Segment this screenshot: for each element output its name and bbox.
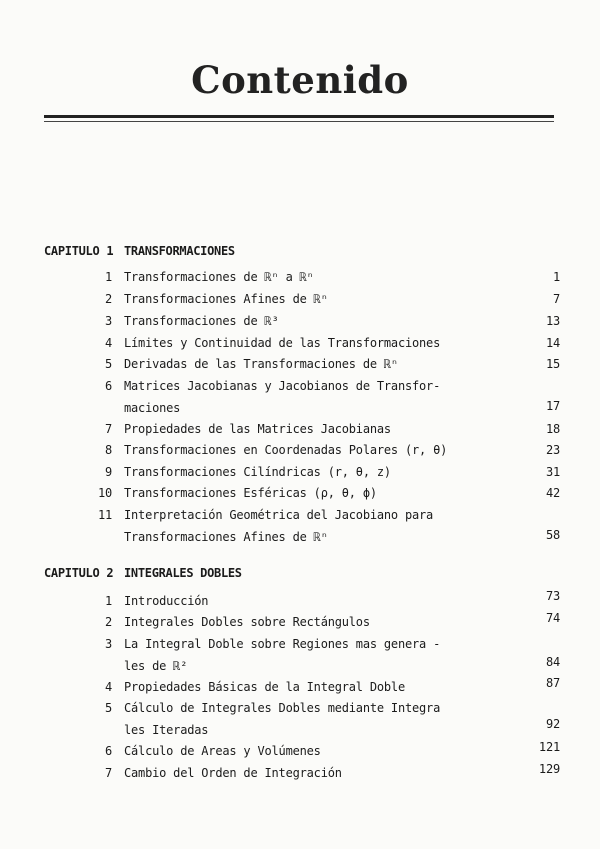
entry-title: Transformaciones Afines de ℝⁿ [124,292,328,306]
entry-page-number: 13 [545,314,560,328]
entry-page-number: 31 [545,465,560,479]
entry-page-number: 73 [545,589,560,603]
toc-entry [0,676,600,696]
entry-number: 5 [104,701,112,715]
entry-title: Propiedades de las Matrices Jacobianas [124,422,391,436]
entry-title: les Iteradas [124,723,209,737]
entry-number: 8 [104,443,112,457]
entry-page-number: 121 [538,740,560,754]
entry-page-number: 92 [545,717,560,731]
entry-number: 4 [104,336,112,350]
entry-number: 7 [104,766,112,780]
entry-title: Derivadas de las Transformaciones de ℝⁿ [124,357,398,371]
entry-title: Transformaciones en Coordenadas Polares (r, θ) [124,443,448,457]
entry-title: Transformaciones Esféricas (ρ, θ, ϕ) [124,486,377,500]
entry-number: 6 [104,379,112,393]
entry-title: Transformaciones de ℝⁿ a ℝⁿ [124,270,314,284]
toc-entry [0,508,600,546]
entry-page-number: 23 [545,443,560,457]
toc-entry [0,762,600,782]
entry-title: Límites y Continuidad de las Transformaciones [124,336,441,350]
entry-title: Propiedades Básicas de la Integral Doble [124,680,405,694]
toc-entry [0,314,600,330]
toc-entry [0,379,600,417]
entry-number: 2 [104,615,112,629]
chapter-title: INTEGRALES DOBLES [124,566,242,580]
entry-page-number: 18 [545,422,560,436]
toc-entry [0,336,600,352]
entry-page-number: 87 [545,676,560,690]
entry-page-number: 84 [545,655,560,669]
toc-entry [0,637,600,675]
toc-entry [0,486,600,502]
entry-number: 7 [104,422,112,436]
entry-page-number: 74 [545,611,560,625]
entry-number: 6 [104,744,112,758]
entry-page-number: 1 [552,270,560,284]
entry-title: Transformaciones Cilíndricas (r, θ, z) [124,465,391,479]
entry-number: 5 [104,357,112,371]
page-title: Contenido [191,58,409,102]
entry-number: 2 [104,292,112,306]
chapter-label: CAPITULO 2 [44,566,114,580]
entry-page-number: 7 [552,292,560,306]
entry-number: 3 [104,637,112,651]
entry-title: Cálculo de Integrales Dobles mediante Integra [124,701,441,715]
entry-title: Introducción [124,594,209,608]
toc-entry [0,443,600,459]
toc-entry [0,740,600,760]
entry-number: 4 [104,680,112,694]
entry-title: Cálculo de Areas y Volúmenes [124,744,321,758]
entry-number: 10 [97,486,112,500]
entry-title: La Integral Doble sobre Regiones mas genera - [124,637,441,651]
entry-title: Transformaciones de ℝ³ [124,314,279,328]
entry-page-number: 58 [545,528,560,542]
toc-entry [0,270,600,286]
entry-title: Matrices Jacobianas y Jacobianos de Transfor- [124,379,441,393]
entry-number: 11 [97,508,112,522]
chapter-title: TRANSFORMACIONES [124,244,235,258]
entry-number: 1 [104,594,112,608]
entry-number: 3 [104,314,112,328]
entry-page-number: 129 [538,762,560,776]
entry-number: 9 [104,465,112,479]
entry-page-number: 14 [545,336,560,350]
entry-page-number: 42 [545,486,560,500]
toc-entry [0,357,600,373]
toc-entry [0,465,600,481]
toc-entry [0,701,600,739]
toc-entry [0,589,600,610]
toc-entry [0,611,600,631]
entry-title: les de ℝ² [124,659,188,673]
chapter-label: CAPITULO 1 [44,244,114,258]
entry-title: maciones [124,401,181,415]
entry-title: Transformaciones Afines de ℝⁿ [124,530,328,544]
entry-page-number: 15 [545,357,560,371]
entry-number: 1 [104,270,112,284]
entry-title: Integrales Dobles sobre Rectángulos [124,615,370,629]
entry-page-number: 17 [545,399,560,413]
toc-entry [0,422,600,438]
entry-title: Interpretación Geométrica del Jacobiano para [124,508,434,522]
toc-entry [0,292,600,308]
entry-title: Cambio del Orden de Integración [124,766,342,780]
